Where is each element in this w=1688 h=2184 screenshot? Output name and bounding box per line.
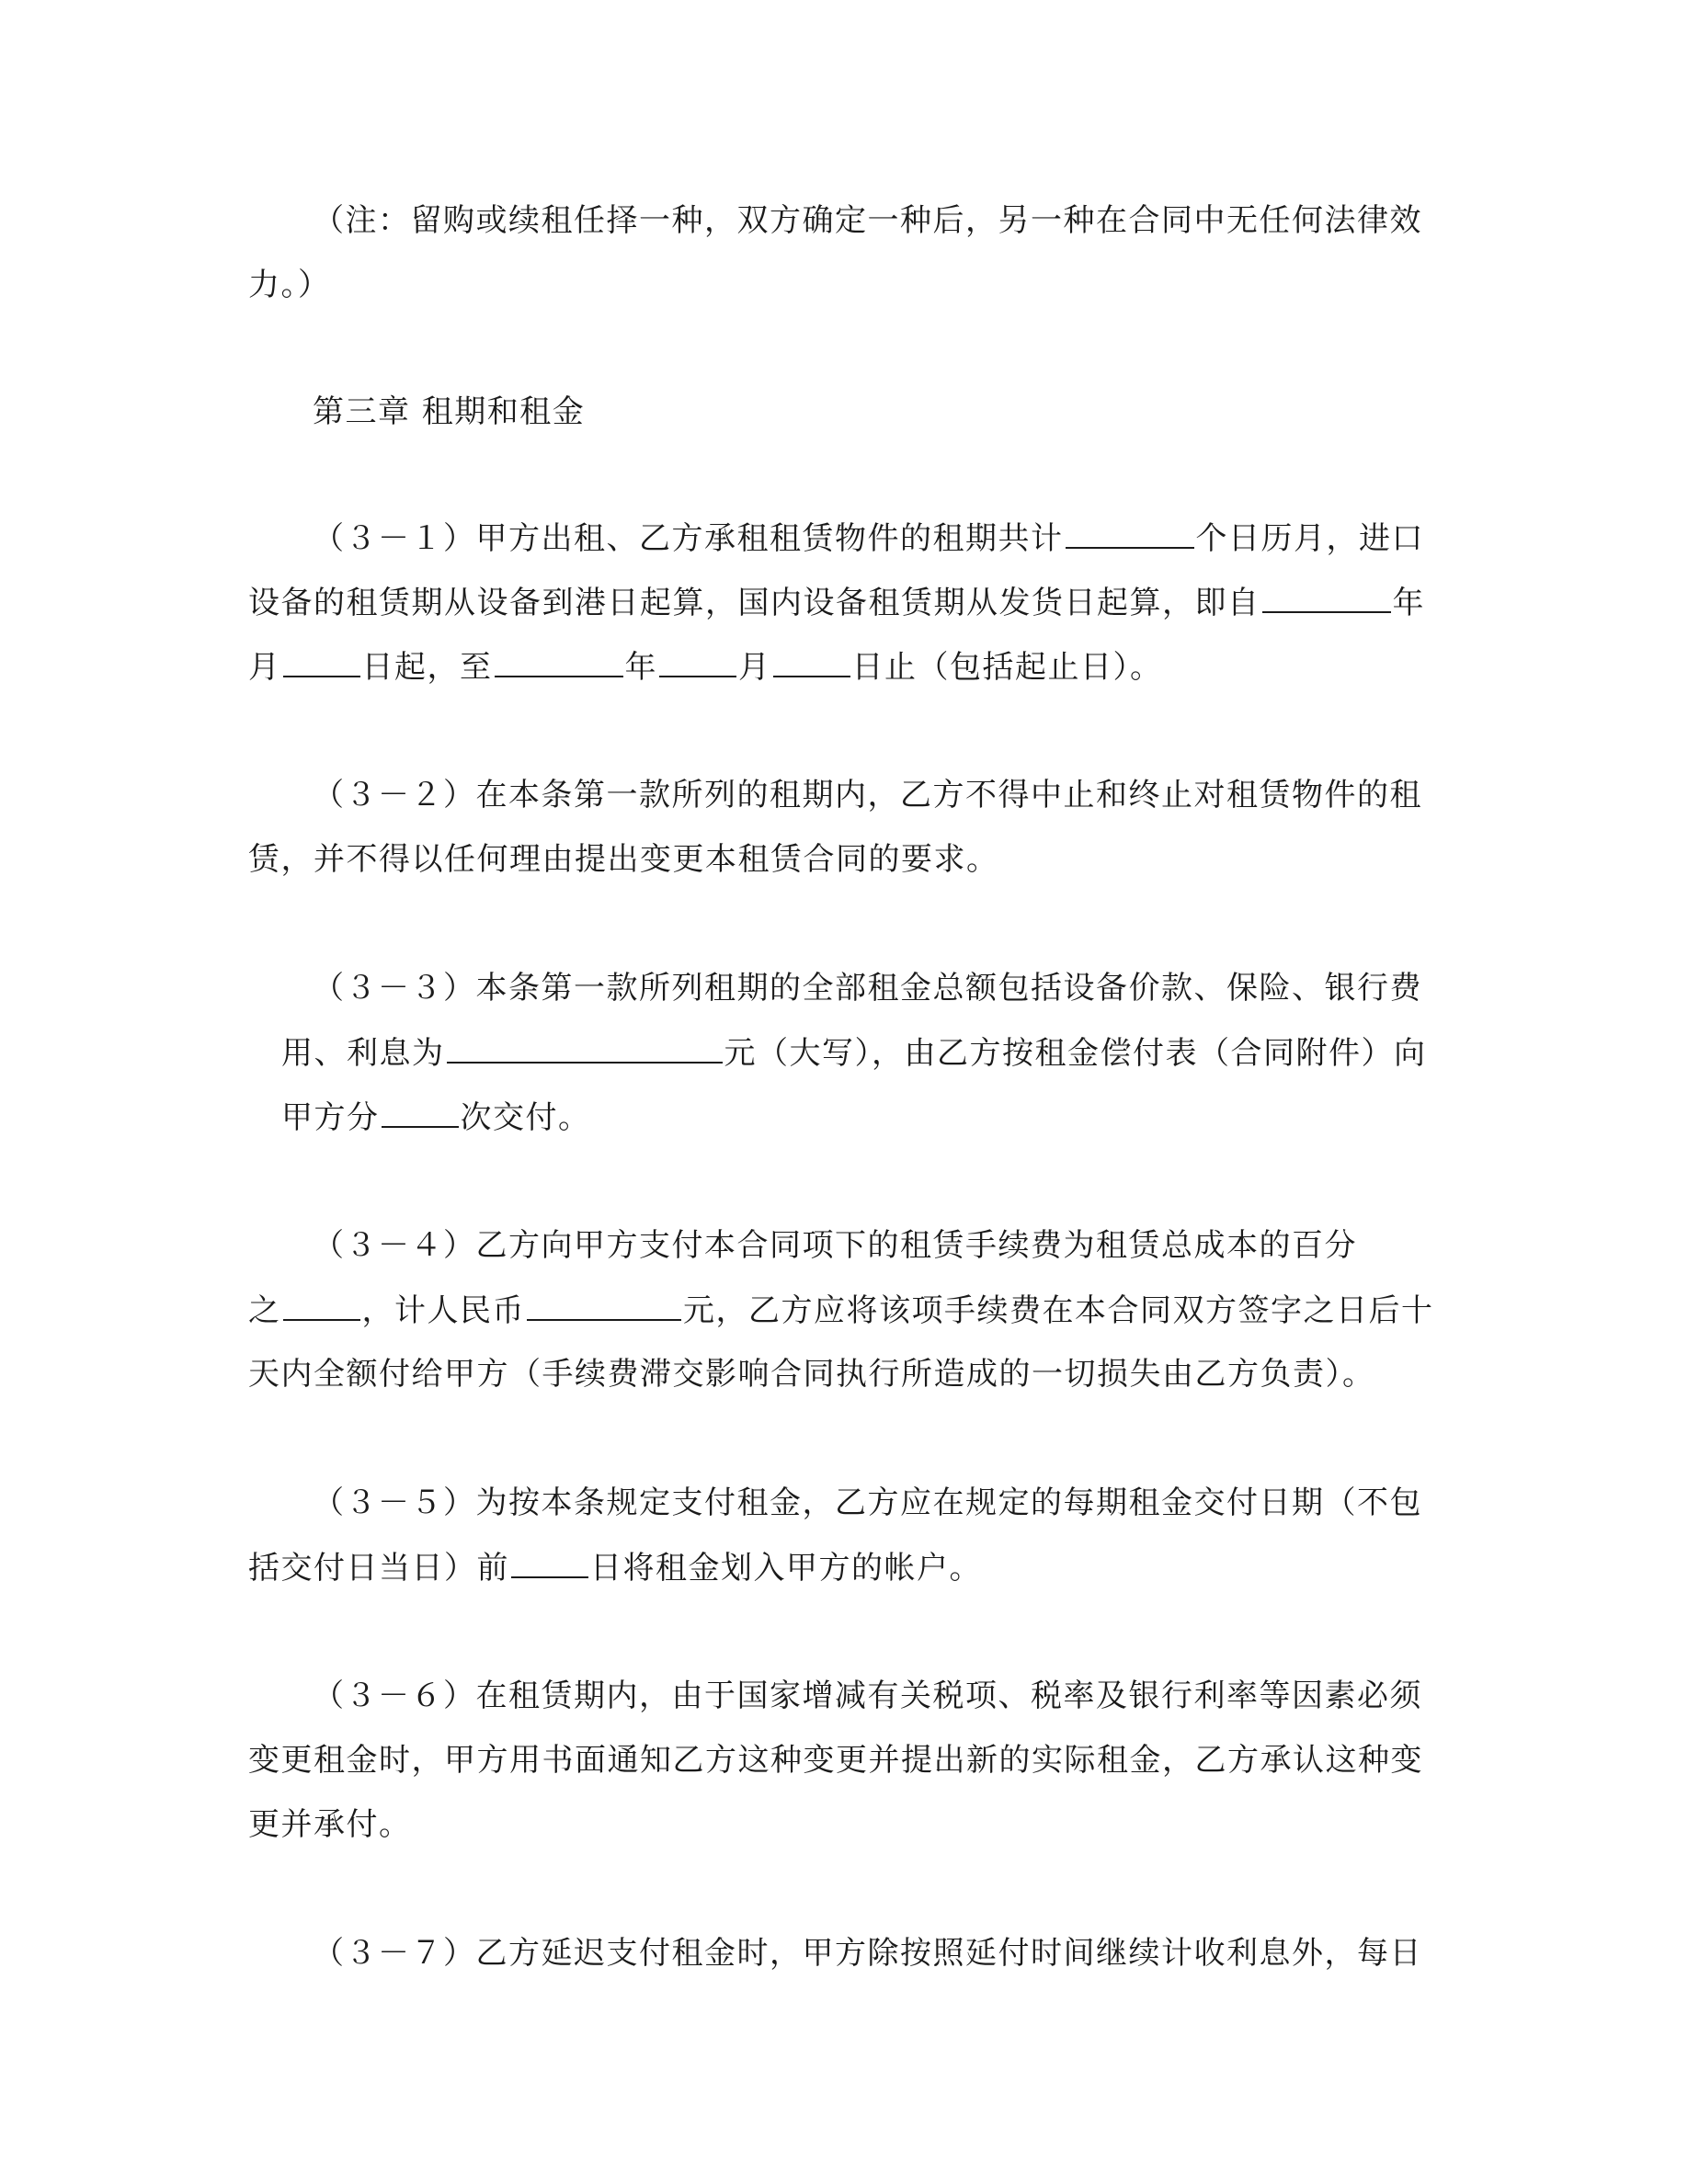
- blank-fee-percent[interactable]: [283, 1291, 360, 1321]
- clause-3-3-line-3: [281, 1098, 591, 1136]
- clause-text: 月: [248, 649, 281, 686]
- clause-3-4-line-1: （３－４）乙方向甲方支付本合同项下的租赁手续费为租赁总成本的百分: [313, 1227, 1357, 1264]
- clause-text: 括交付日当日）前: [248, 1550, 509, 1587]
- clause-3-5-line-1: （３－５）为按本条规定支付租金，乙方应在规定的每期租金交付日期（不包: [313, 1484, 1422, 1521]
- clause-text: 日起，至: [361, 649, 493, 686]
- clause-3-3-line-1: （３－３）本条第一款所列租期的全部租金总额包括设备价款、保险、银行费: [313, 970, 1422, 1007]
- clause-text: 年: [624, 649, 657, 686]
- blank-start-day[interactable]: [283, 648, 360, 677]
- blank-days-before[interactable]: [511, 1549, 588, 1578]
- clause-text: 个日历月，进口: [1195, 520, 1424, 557]
- note-line-2: 力。）: [248, 267, 331, 303]
- clause-3-1-line-3: [248, 648, 1163, 686]
- clause-text: 日止（包括起止日）。: [851, 649, 1163, 686]
- clause-3-4-line-3: 天内全额付给甲方（手续费滞交影响合同执行所造成的一切损失由乙方负责）。: [248, 1356, 1375, 1393]
- clause-3-2-line-2: 赁，并不得以任何理由提出变更本租赁合同的要求。: [248, 841, 999, 878]
- clause-text: 次交付。: [460, 1099, 591, 1136]
- clause-text: 设备的租赁期从设备到港日起算，国内设备租赁期从发货日起算，即自: [248, 585, 1260, 621]
- clause-text: ，计人民币: [361, 1292, 525, 1329]
- clause-3-4-line-2: [248, 1291, 1434, 1329]
- blank-fee-amount[interactable]: [527, 1291, 681, 1321]
- blank-lease-months[interactable]: [1066, 519, 1194, 549]
- blank-end-month[interactable]: [659, 648, 736, 677]
- clause-text: 用、利息为: [281, 1035, 445, 1072]
- clause-3-5-line-2: [248, 1549, 982, 1587]
- clause-3-6-line-1: （３－６）在租赁期内，由于国家增减有关税项、税率及银行利率等因素必须: [313, 1678, 1422, 1714]
- clause-text: （３－１）甲方出租、乙方承租租赁物件的租期共计: [313, 520, 1064, 557]
- note-line-1: （注：留购或续租任择一种，双方确定一种后，另一种在合同中无任何法律效: [313, 202, 1422, 239]
- clause-3-1-line-2: [248, 584, 1425, 621]
- clause-text: 甲方分: [281, 1099, 380, 1136]
- blank-end-day[interactable]: [773, 648, 850, 677]
- clause-text: 元（大写），由乙方按租金偿付表（合同附件）向: [724, 1035, 1427, 1072]
- clause-3-6-line-3: 更并承付。: [248, 1806, 412, 1843]
- clause-text: 元，乙方应将该项手续费在本合同双方签字之日后十: [683, 1292, 1434, 1329]
- clause-text: 之: [248, 1292, 281, 1329]
- clause-3-7-line-1: （３－７）乙方延迟支付租金时，甲方除按照延付时间继续计收利息外，每日: [313, 1935, 1422, 1972]
- clause-3-6-line-2: 变更租金时，甲方用书面通知乙方这种变更并提出新的实际租金，乙方承认这种变: [248, 1742, 1423, 1779]
- chapter-title: 第三章 租期和租金: [313, 393, 586, 430]
- clause-text: 日将租金划入甲方的帐户。: [590, 1550, 982, 1587]
- clause-text: 年: [1392, 585, 1425, 621]
- clause-3-2-line-1: （３－２）在本条第一款所列的租期内，乙方不得中止和终止对租赁物件的租: [313, 777, 1422, 813]
- clause-3-1-line-1: [313, 519, 1424, 557]
- blank-start-year[interactable]: [1262, 584, 1391, 613]
- clause-3-3-line-2: [281, 1034, 1427, 1072]
- blank-end-year[interactable]: [495, 648, 623, 677]
- blank-total-rent[interactable]: [447, 1034, 723, 1064]
- clause-text: 月: [738, 649, 771, 686]
- blank-installments[interactable]: [382, 1098, 459, 1128]
